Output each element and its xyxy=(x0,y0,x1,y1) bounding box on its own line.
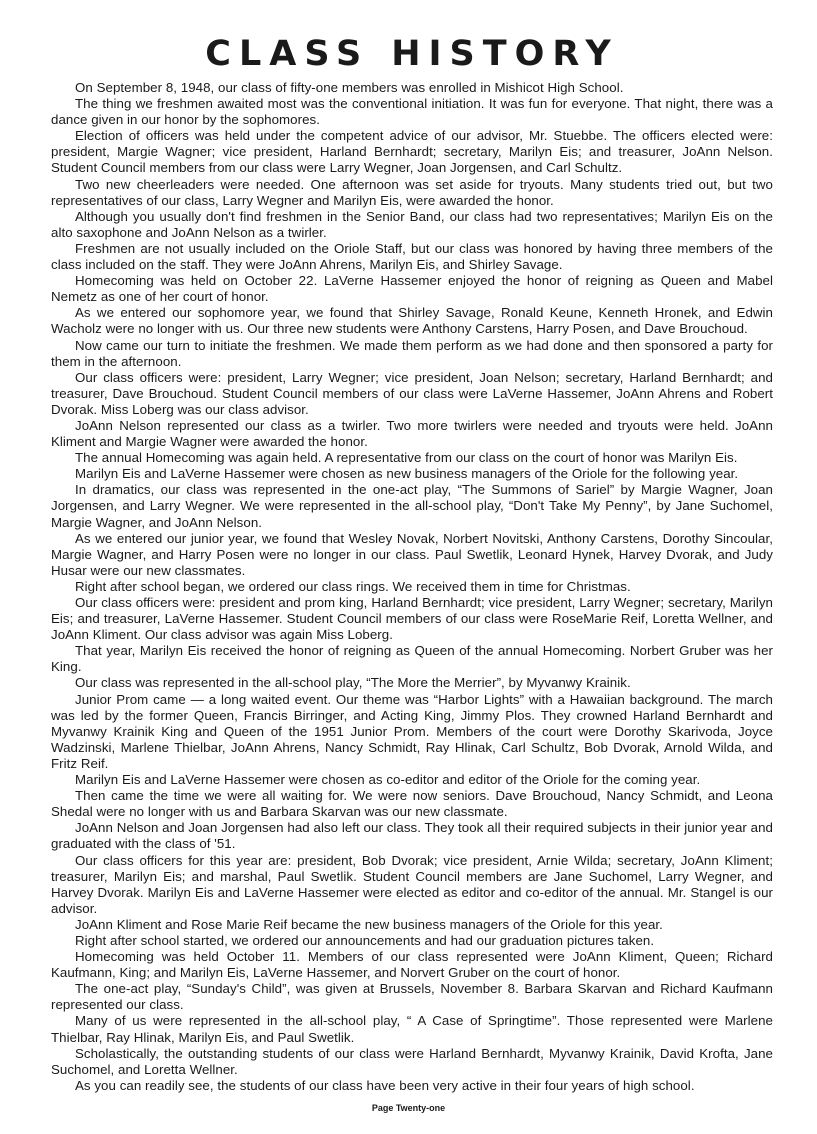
paragraph: On September 8, 1948, our class of fifty-one members was enrolled in Mishicot High School. xyxy=(75,80,624,95)
paragraph: Marilyn Eis and LaVerne Hassemer were chosen as new business managers of the Oriole for the following year. xyxy=(75,466,739,482)
paragraph: In dramatics, our class was represented in the one-act play, “The Summons of Sariel” by Margie Wagner, Joan Jorgensen, and Larry Wegner. We were represented in the all-school play, “Don't Take My Penny”, by Jane Suchomel, Margie Wagner, and JoAnn Nelson. xyxy=(51,482,773,530)
paragraph: Right after school started, we ordered our announcements and had our graduation pictures taken. xyxy=(75,932,655,948)
history-body xyxy=(51,80,773,1094)
paragraph: Our class officers for this year are: president, Bob Dvorak; vice president, Arnie Wilda; secretary, JoAnn Kliment; treasurer, Marilyn Eis; and marshal, Paul Swetlik. Student Council members are Jane Suchomel, Larry Wegner, and Harvey Dvorak. Marilyn Eis and LaVerne Hassemer were elected as editor and co-editor of the annual. Mr. Stangel is our advisor. xyxy=(51,852,773,916)
paragraph: Right after school began, we ordered our class rings. We received them in time for Christmas. xyxy=(75,578,631,594)
page-number: Page Twenty-one xyxy=(371,1103,446,1113)
paragraph: As we entered our junior year, we found that Wesley Novak, Norbert Novitski, Anthony Carstens, Dorothy Sincoular, Margie Wagner, and Harry Posen were no longer in our class. Paul Swetlik, Leonard Hynek, Harvey Dvorak, and Judy Husar were our new classmates. xyxy=(51,530,773,578)
paragraph: Marilyn Eis and LaVerne Hassemer were chosen as co-editor and editor of the Oriole for the coming year. xyxy=(75,772,701,788)
title-word-history: HISTORY xyxy=(391,34,619,74)
paragraph: Homecoming was held on October 22. LaVerne Hassemer enjoyed the honor of reigning as Queen and Mabel Nemetz as one of her court of honor. xyxy=(51,273,773,305)
paragraph: JoAnn Nelson represented our class as a twirler. Two more twirlers were needed and tryouts were held. JoAnn Kliment and Margie Wagner were awarded the honor. xyxy=(51,417,773,450)
title-word-class: CLASS xyxy=(205,34,370,74)
page-title xyxy=(51,34,773,74)
paragraph: As we entered our sophomore year, we found that Shirley Savage, Ronald Keune, Kenneth Hronek, and Edwin Wacholz were no longer with us. Our three new students were Anthony Carstens, Harry Posen, and Dave Brouchoud. xyxy=(51,305,773,337)
paragraph: Our class officers were: president and prom king, Harland Bernhardt; vice president, Larry Wegner; secretary, Marilyn Eis; and treasurer, LaVerne Hassemer. Student Council members of our class were RoseMarie Reif, Loretta Wellner, and JoAnn Kliment. Our class advisor was again Miss Loberg. xyxy=(51,595,773,643)
paragraph: The annual Homecoming was again held. A representative from our class on the court of honor was Marilyn Eis. xyxy=(75,450,738,466)
paragraph: Two new cheerleaders were needed. One afternoon was set aside for tryouts. Many students tried out, but two representatives of our class, Larry Wegner and Marilyn Eis, were awarded the honor. xyxy=(51,176,773,208)
paragraph: Homecoming was held October 11. Members of our class represented were JoAnn Kliment, Queen; Richard Kaufmann, King; and Marilyn Eis, LaVerne Hassemer, and Norvert Gruber on the court of honor. xyxy=(51,949,773,981)
paragraph: Election of officers was held under the competent advice of our advisor, Mr. Stuebbe. The officers elected were: president, Margie Wagner; vice president, Harland Bernhardt; secretary, Marilyn Eis; and treasurer, JoAnn Nelson. Student Council members from our class were Larry Wegner, Joan Jorgensen, and Carl Schultz. xyxy=(51,128,773,176)
paragraph: The thing we freshmen awaited most was the conventional initiation. It was fun for everyone. That night, there was a dance given in our honor by the sophomores. xyxy=(51,96,773,128)
paragraph: JoAnn Kliment and Rose Marie Reif became the new business managers of the Oriole for this year. xyxy=(75,916,663,932)
paragraph: Junior Prom came — a long waited event. Our theme was “Harbor Lights” with a Hawaiian background. The march was led by the former Queen, Francis Birringer, and Acting King, Jimmy Plos. They crowned Harland Bernhardt and Myvanwy Krainik King and Queen of the 1951 Junior Prom. Members of the court were Dorothy Skarivoda, Joyce Wadzinski, Marlene Thielbar, JoAnn Ahrens, Nancy Schmidt, Ray Hlinak, Carl Schultz, Bob Dvorak, Arnold Wilda, and Fritz Reif. xyxy=(51,691,773,771)
paragraph: Our class officers were: president, Larry Wegner; vice president, Joan Nelson; secretary, Harland Bernhardt; and treasurer, Dave Brouchoud. Student Council members of our class were LaVerne Hassemer, JoAnn Ahrens and Robert Dvorak. Miss Loberg was our class advisor. xyxy=(51,369,773,417)
paragraph: Now came our turn to initiate the freshmen. We made them perform as we had done and then sponsored a party for them in the afternoon. xyxy=(51,337,773,369)
paragraph: Our class was represented in the all-school play, “The More the Merrier”, by Myvanwy Krainik. xyxy=(75,675,631,691)
paragraph: As you can readily see, the students of our class have been very active in their four years of high school. xyxy=(75,1077,695,1093)
paragraph: Freshmen are not usually included on the Oriole Staff, but our class was honored by having three members of the class included on the staff. They were JoAnn Ahrens, Marilyn Eis, and Shirley Savage. xyxy=(51,240,773,273)
paragraph: The one-act play, “Sunday's Child”, was given at Brussels, November 8. Barbara Skarvan and Richard Kaufmann represented our class. xyxy=(51,981,773,1013)
paragraph: That year, Marilyn Eis received the honor of reigning as Queen of the annual Homecoming. Norbert Gruber was her King. xyxy=(51,643,773,675)
paragraph: Many of us were represented in the all-school play, “ A Case of Springtime”. Those represented were Marlene Thielbar, Ray Hlinak, Marilyn Eis, and Paul Swetlik. xyxy=(51,1013,773,1045)
paragraph: Although you usually don't find freshmen in the Senior Band, our class had two representatives; Marilyn Eis on the alto saxophone and JoAnn Nelson as a twirler. xyxy=(51,208,773,240)
paragraph: Scholastically, the outstanding students of our class were Harland Bernhardt, Myvanwy Krainik, David Krofta, Jane Suchomel, and Loretta Wellner. xyxy=(51,1045,773,1077)
paragraph: Then came the time we were all waiting for. We were now seniors. Dave Brouchoud, Nancy Schmidt, and Leona Shedal were no longer with us and Barbara Skarvan was our new classmate. xyxy=(51,788,773,820)
paragraph: JoAnn Nelson and Joan Jorgensen had also left our class. They took all their required subjects in their junior year and graduated with the class of '51. xyxy=(51,820,773,852)
